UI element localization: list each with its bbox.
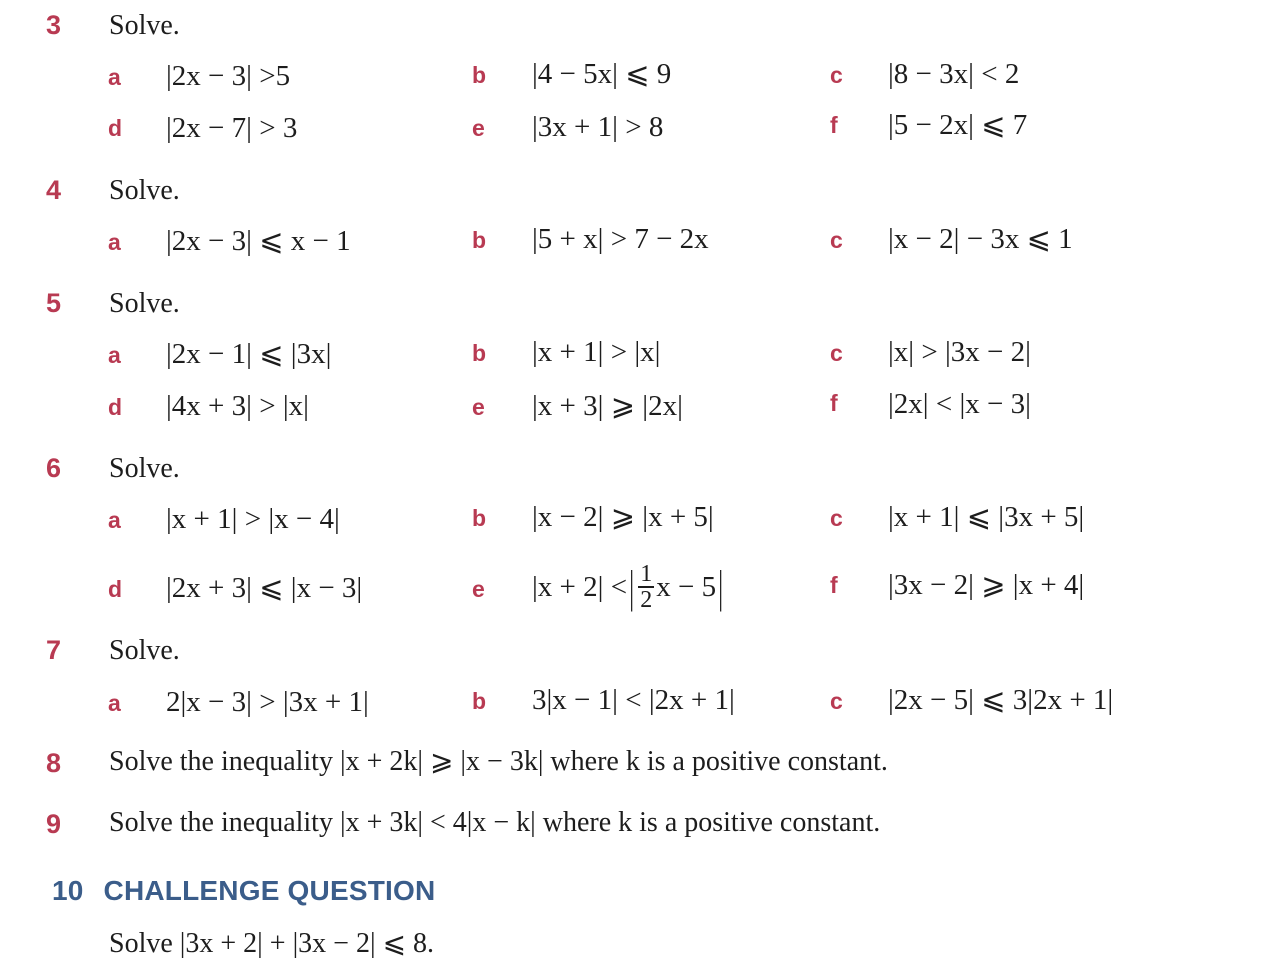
question-number: 10 [52,875,84,906]
part-letter: e [472,576,485,602]
part-letter: c [830,340,843,366]
question-number: 7 [46,635,62,665]
abs-bar-right: | [718,561,724,612]
inequality-expression: |2x − 3| ⩽ x − 1 [166,225,351,257]
inequality-expression: 2|x − 3| > |3x + 1| [166,686,369,718]
expression-left: |x + 2| < [532,570,628,603]
fraction-denominator: 2 [640,587,653,613]
inequality-expression: |2x| < |x − 3| [888,388,1031,420]
inequality-expression: |5 − 2x| ⩽ 7 [888,109,1028,141]
part-letter: b [472,688,487,714]
question-number: 4 [46,175,62,205]
part-letter: d [108,394,123,420]
inequality-expression: |8 − 3x| < 2 [888,58,1020,90]
inequality-expression: |x + 1| > |x| [532,336,661,368]
inequality-expression: |2x − 1| ⩽ |3x| [166,338,332,370]
part-letter: d [108,115,123,141]
inequality-expression: |4x + 3| > |x| [166,390,309,422]
inequality-expression: |3x + 1| > 8 [532,111,664,143]
part-letter: a [108,690,121,716]
question-number: 3 [46,10,62,40]
inequality-expression: |x + 3| ⩾ |2x| [532,390,683,422]
challenge-heading [52,877,435,905]
question-number: 8 [46,748,62,778]
part-letter: b [472,340,487,366]
part-letter: c [830,227,843,253]
fraction-numerator: 1 [640,561,653,587]
inequality-expression: |x + 1| ⩽ |3x + 5| [888,501,1085,533]
abs-bar-left: | [629,561,635,612]
part-letter: b [472,505,487,531]
inequality-expression: 3|x − 1| < |2x + 1| [532,684,735,716]
inequality-expression: |5 + x| > 7 − 2x [532,223,709,255]
part-letter: a [108,342,121,368]
inequality-expression: |2x − 3| >5 [166,60,291,92]
fraction [638,562,654,612]
question-instruction: Solve. [109,635,180,666]
question-instruction: Solve. [109,453,180,484]
challenge-title: CHALLENGE QUESTION [103,875,436,906]
part-letter: c [830,62,843,88]
question-number: 6 [46,453,62,483]
question-text: Solve |3x + 2| + |3x − 2| ⩽ 8. [109,928,435,959]
inequality-expression-with-fraction [532,554,725,620]
part-letter: f [830,572,838,598]
inequality-expression: |3x − 2| ⩾ |x + 4| [888,569,1085,601]
inequality-expression: |2x − 7| > 3 [166,112,298,144]
inequality-expression: |x − 2| ⩾ |x + 5| [532,501,714,533]
question-text: Solve the inequality |x + 3k| < 4|x − k| where k is a positive constant. [109,807,881,838]
question-text: Solve the inequality |x + 2k| ⩾ |x − 3k| where k is a positive constant. [109,746,888,777]
inequality-expression: |x − 2| − 3x ⩽ 1 [888,223,1073,255]
inequality-expression: |x| > |3x − 2| [888,336,1031,368]
part-letter: c [830,688,843,714]
question-instruction: Solve. [109,10,180,41]
inequality-expression: |2x + 3| ⩽ |x − 3| [166,572,363,604]
question-instruction: Solve. [109,175,180,206]
part-letter: e [472,115,485,141]
question-number: 9 [46,809,62,839]
part-letter: a [108,64,121,90]
part-letter: a [108,507,121,533]
part-letter: f [830,112,838,138]
part-letter: c [830,505,843,531]
part-letter: b [472,227,487,253]
part-letter: e [472,394,485,420]
question-instruction: Solve. [109,288,180,319]
part-letter: a [108,229,121,255]
inequality-expression: |4 − 5x| ⩽ 9 [532,58,672,90]
inequality-expression: |2x − 5| ⩽ 3|2x + 1| [888,684,1114,716]
part-letter: b [472,62,487,88]
expression-right: x − 5 [656,570,717,603]
part-letter: f [830,390,838,416]
question-number: 5 [46,288,62,318]
inequality-expression: |x + 1| > |x − 4| [166,503,340,535]
part-letter: d [108,576,123,602]
